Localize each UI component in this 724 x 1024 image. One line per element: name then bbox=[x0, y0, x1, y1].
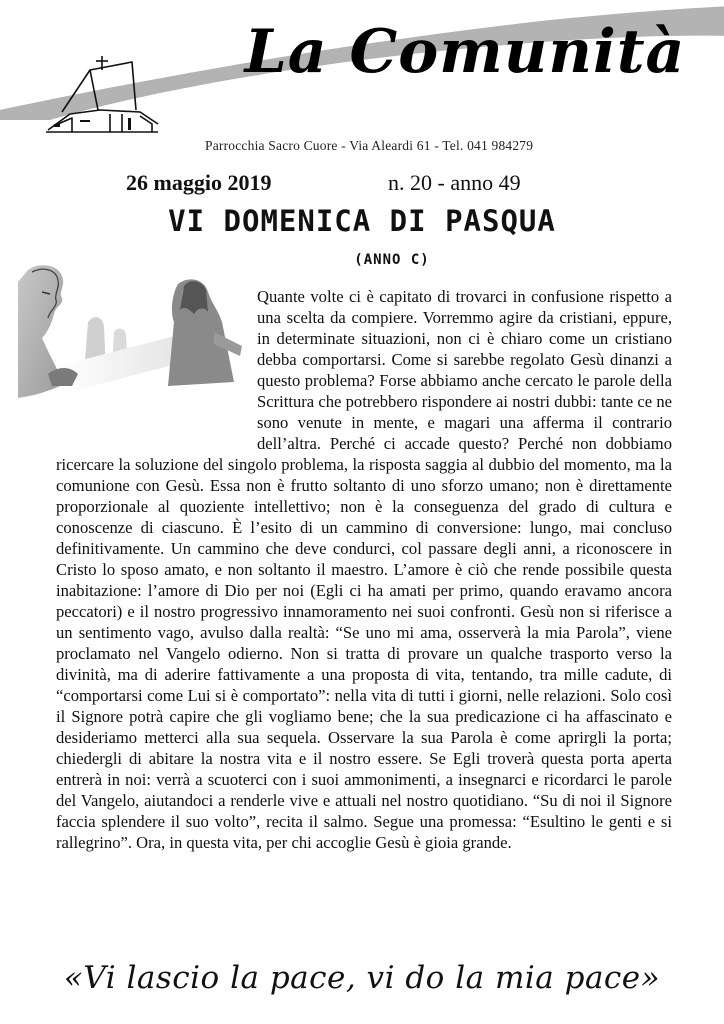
footer-quote: «Vi lascio la pace, vi do la mia pace» bbox=[63, 960, 661, 996]
issue-date: 26 maggio 2019 bbox=[126, 170, 272, 195]
church-logo-icon bbox=[40, 52, 160, 147]
article-text: Quante volte ci è capitato di trovarci in confusione rispetto a una scelta da compiere. Vorremmo agire da cristiani, eppure, in determinate situazioni, non ci è chiaro come un cristiano debba comportarsi. Come si sarebbe regolato Gesù dinanzi a questo problema? Forse abbiamo anche cercato le parole della Scrittura che potrebbero rispondere ai nostri dubbi: tante ce ne sono venute in mente, e magari una afferma il contrario dell’altra. Perché ci accade questo? Perché non dobbiamo ricercare la soluzione del singolo problema, la risposta saggia al dubbio del momento, ma la comunione con Gesù. Essa non è frutto soltanto di uno sforzo umano; non è direttamente proporzionale al quoziente intellettivo; non è la conseguenza del grado di cultura e conoscenze di ciascuno. È l’esito di un cammino di conversione: lungo, mai concluso definitivamente. Un cammino che deve condurci, col passare degli anni, a riconoscere in Cristo lo sposo amato, e non soltanto il maestro. L’amore è ciò che rende possibile questa inabitazione: l’amore di Dio per noi (Egli ci ha amati per primo, quando eravamo ancora peccatori) e il nostro progressivo innamoramento nei suoi confronti. Gesù non si riferisce a un sentimento vago, avulso dalla realtà: “Se uno mi ama, osserverà la mia Parola”, viene proclamato nel Vangelo odierno. Non si tratta di provare un qualche trasporto verso la divinità, ma di aderire fattivamente a una proposta di vita, tentando, tra mille cadute, di “comportarsi come Lui si è comportato”: nella vita di tutti i giorni, nelle relazioni. Solo così il Signore potrà capire che gli vogliamo bene; che la sua predicazione ci ha affascinato e desideriamo metterci alla sua sequela. Osservare la sua Parola è come aprirgli la porta; chiedergli di abitare la nostra vita e il nostro essere. Se Egli troverà questa porta aperta entrerà in noi: verrà a scuoterci con i suoi ammonimenti, a insegnarci e ricordarci le parole del Vangelo, aiutandoci a renderle vive e attuali nel nostro quotidiano. “Su di noi il Signore faccia splendere il suo volto”, recita il salmo. Segue una promessa: “Esultino le genti e si rallegrino”. Ora, in questa vita, per chi accoglie Gesù è gioia grande. bbox=[56, 287, 672, 852]
page-title: VI DOMENICA DI PASQUA bbox=[168, 204, 556, 238]
illustration-wrap-spacer bbox=[56, 286, 257, 445]
issue-number: n. 20 - anno 49 bbox=[388, 170, 521, 195]
masthead-title: La Comunità bbox=[244, 17, 686, 87]
article-body bbox=[56, 286, 672, 853]
page-subtitle: (ANNO C) bbox=[354, 252, 430, 268]
parish-contact-line: Parrocchia Sacro Cuore - Via Aleardi 61 - Tel. 041 984279 bbox=[205, 138, 534, 153]
